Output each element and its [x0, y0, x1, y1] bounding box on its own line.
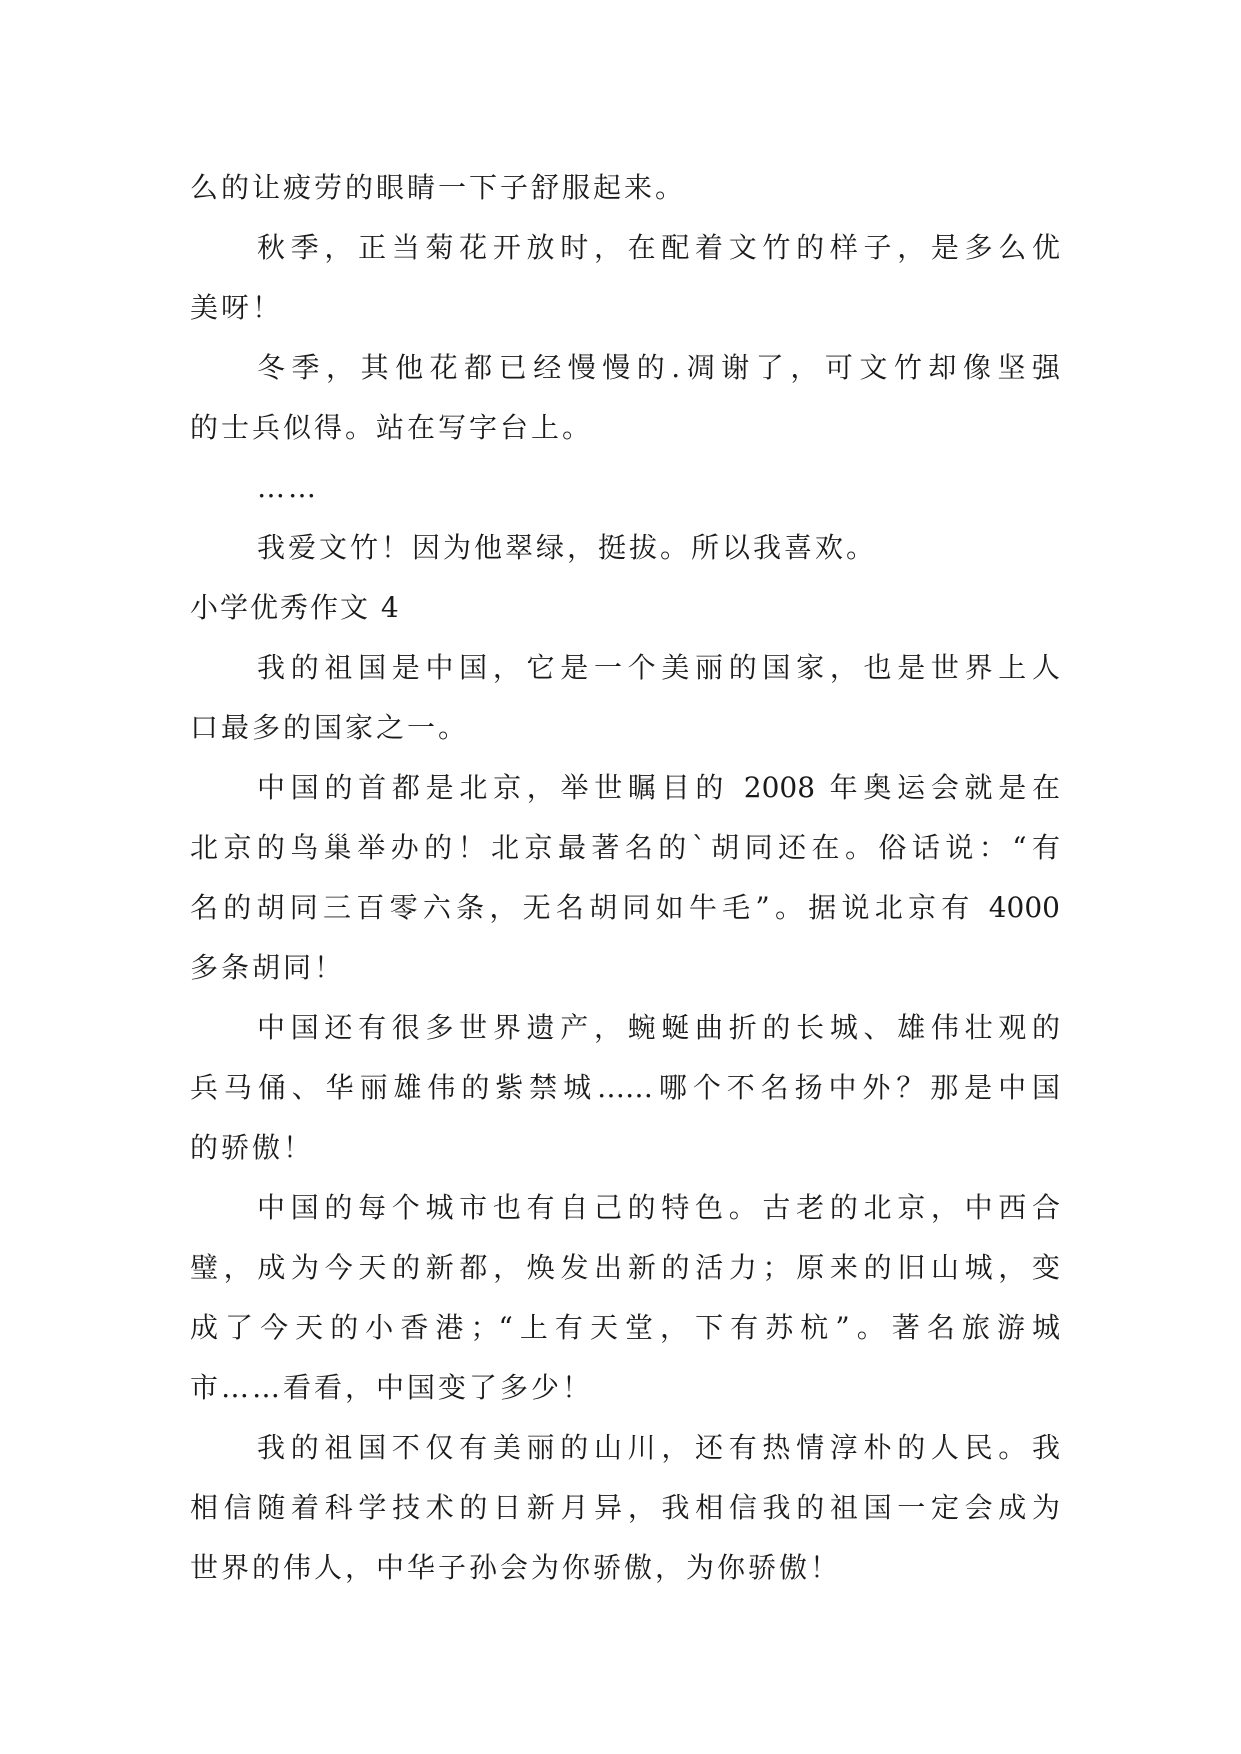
text-line: 市……看看，中国变了多少！ — [190, 1371, 594, 1404]
text-line: 冬季，其他花都已经慢慢的.凋谢了，可文竹却像坚强 — [257, 351, 1060, 384]
text-line: 我的祖国是中国，它是一个美丽的国家，也是世界上人 — [257, 651, 1060, 684]
text-line: 中国的每个城市也有自己的特色。古老的北京，中西合 — [257, 1191, 1060, 1224]
text-line: 名的胡同三百零六条，无名胡同如牛毛”。据说北京有 4000 — [190, 891, 1060, 924]
document-page — [190, 158, 1060, 1598]
text-line: 北京的鸟巢举办的！北京最著名的`胡同还在。俗话说：“有 — [190, 831, 1060, 864]
text-line: 我的祖国不仅有美丽的山川，还有热情淳朴的人民。我 — [257, 1431, 1060, 1464]
text-line: 我爱文竹！因为他翠绿，挺拔。所以我喜欢。 — [257, 531, 878, 564]
text-line: 秋季，正当菊花开放时，在配着文竹的样子，是多么优 — [257, 231, 1060, 264]
text-line: 相信随着科学技术的日新月异，我相信我的祖国一定会成为 — [190, 1491, 1060, 1524]
text-line: …… — [257, 471, 319, 504]
text-line: 的士兵似得。站在写字台上。 — [190, 411, 594, 444]
text-line: 中国的首都是北京，举世瞩目的 2008 年奥运会就是在 — [257, 771, 1060, 804]
text-line: 的骄傲！ — [190, 1131, 315, 1164]
text-line: 璧，成为今天的新都，焕发出新的活力；原来的旧山城，变 — [190, 1251, 1060, 1284]
text-line: 兵马俑、华丽雄伟的紫禁城……哪个不名扬中外？那是中国 — [190, 1071, 1060, 1104]
section-heading: 小学优秀作文 4 — [190, 591, 401, 624]
text-line: 美呀！ — [190, 291, 284, 324]
text-line: 成了今天的小香港；“上有天堂，下有苏杭”。著名旅游城 — [190, 1311, 1060, 1344]
text-line: 中国还有很多世界遗产，蜿蜒曲折的长城、雄伟壮观的 — [257, 1011, 1060, 1044]
text-line: 世界的伟人，中华子孙会为你骄傲，为你骄傲！ — [190, 1551, 842, 1584]
text-line: 口最多的国家之一。 — [190, 711, 470, 744]
text-line: 么的让疲劳的眼睛一下子舒服起来。 — [190, 171, 687, 204]
text-line: 多条胡同！ — [190, 951, 346, 984]
